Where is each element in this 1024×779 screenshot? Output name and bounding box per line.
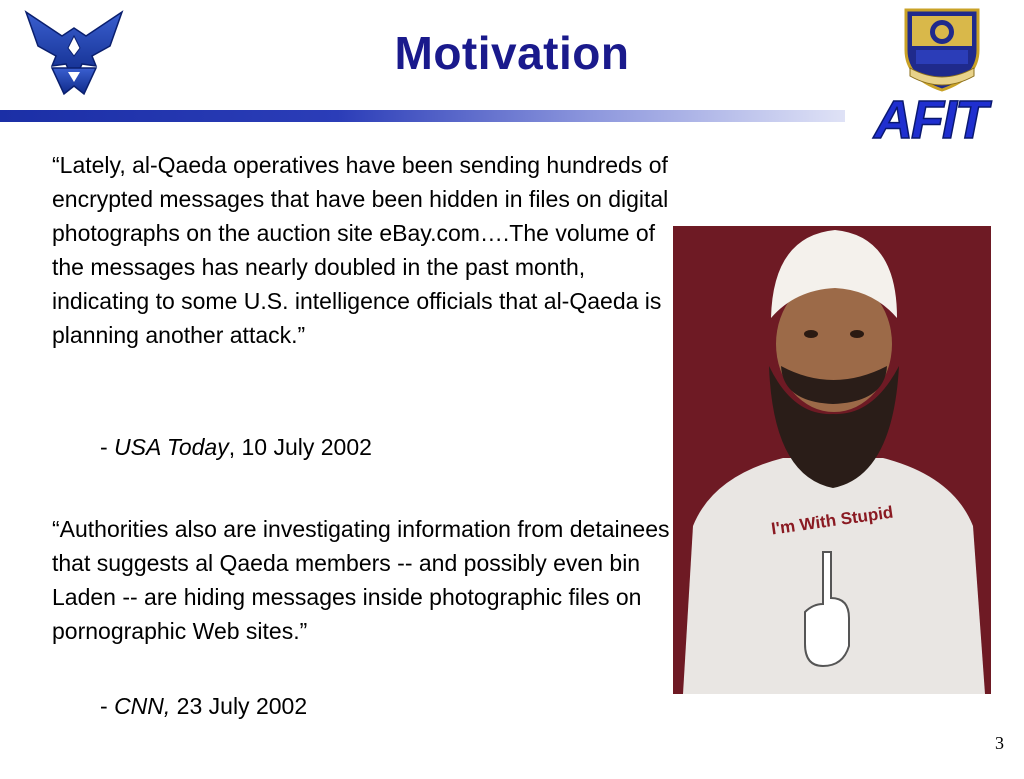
afit-logo-text: AFIT — [874, 90, 986, 150]
quote-cnn: “Authorities also are investigating information from detainees that suggests al Qaeda members -- and possibly even bin Laden -- are hiding messages inside photographic files on pornographic Web sites.” — [52, 516, 670, 644]
shirt-slogan: I'm With Stupid — [770, 502, 895, 539]
title-divider — [0, 110, 845, 122]
source-publication: USA Today — [114, 434, 229, 460]
slide-title: Motivation — [394, 27, 630, 79]
afit-shield-logo — [900, 6, 984, 92]
source-date: 23 July 2002 — [170, 693, 308, 719]
quote-source-cnn — [100, 689, 307, 723]
source-date: , 10 July 2002 — [228, 434, 372, 460]
page-number: 3 — [995, 733, 1004, 753]
portrait-photo — [673, 226, 991, 694]
source-dash: - — [100, 693, 115, 719]
afit-logo — [845, 88, 1015, 150]
source-dash: - — [100, 434, 115, 460]
quote-usa-today: “Lately, al-Qaeda operatives have been sending hundreds of encrypted messages that have been hidden in files on digital photographs on the auction site eBay.com….The volume of the messages has nearly doubled in the past month, indicating to some U.S. intelligence officials that al-Qaeda is planning another attack.” — [52, 152, 669, 348]
quote-source-usa-today — [100, 430, 372, 464]
source-publication: CNN, — [114, 693, 171, 719]
